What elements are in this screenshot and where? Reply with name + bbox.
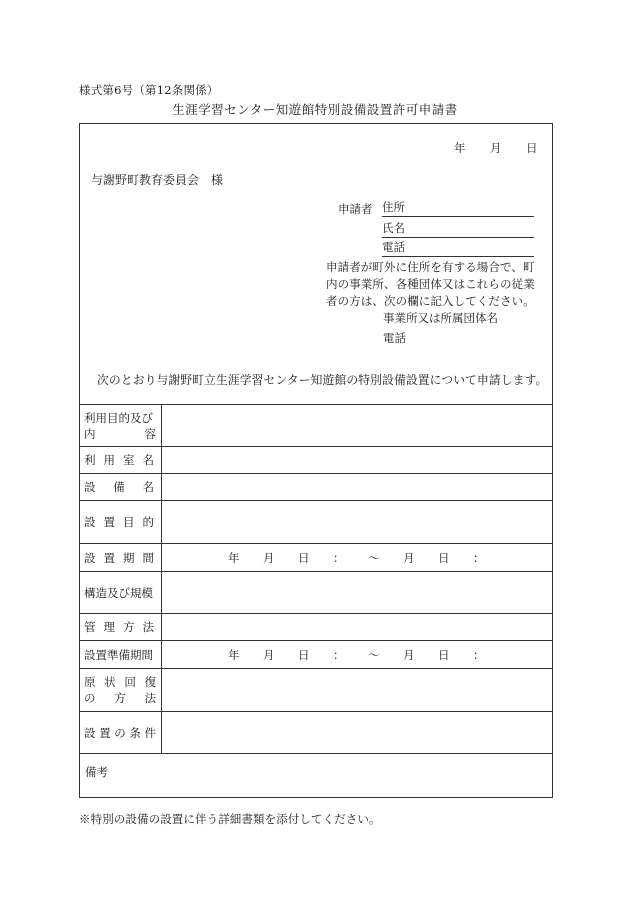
ip-day: 日: [298, 550, 310, 565]
applicant-name-field[interactable]: [382, 220, 534, 238]
prep-period-fields[interactable]: [162, 641, 552, 668]
ipurpose-c1: 設: [84, 515, 96, 529]
date-month: 月: [490, 141, 502, 155]
pp-tilde: ～: [368, 647, 380, 662]
row-purpose-label: [80, 405, 162, 446]
ipurpose-c4: 的: [142, 515, 154, 529]
footnote: ※特別の設備の設置に伴う詳細書類を添付してください。: [79, 812, 381, 826]
pp-month: 月: [263, 647, 275, 662]
applicant-address-field[interactable]: [382, 199, 534, 217]
cond-c3: の: [114, 725, 126, 740]
ip-year: 年: [228, 550, 240, 565]
pp-year: 年: [228, 647, 240, 662]
row-installation-purpose[interactable]: [80, 500, 552, 543]
rest-c5: の: [84, 691, 96, 705]
date-year: 年: [454, 141, 466, 155]
name-label: 氏名: [382, 221, 405, 235]
form-title: 生涯学習センター知遊館特別設備設置許可申請書: [172, 102, 458, 117]
applicant-phone-field[interactable]: [382, 239, 534, 257]
mgmt-c4: 法: [142, 620, 154, 634]
addressee: 与謝野町教育委員会 様: [91, 173, 224, 187]
mgmt-c1: 管: [84, 620, 96, 634]
rest-c2: 状: [104, 675, 116, 689]
equip-c3: 名: [142, 480, 154, 494]
cond-c2: 置: [99, 725, 111, 740]
rest-c6: 方: [114, 691, 126, 705]
row-management-label: [80, 614, 162, 640]
room-c4: 名: [142, 453, 154, 467]
organization-name-field[interactable]: 事業所又は所属団体名: [383, 311, 498, 325]
row-conditions-label: [80, 712, 162, 753]
purpose-line1: 利用目的及び: [84, 410, 153, 425]
address-label: 住所: [382, 200, 405, 214]
iperiod-c3: 期: [123, 550, 135, 565]
room-c3: 室: [123, 453, 135, 467]
row-prep-period-label: 設置準備期間: [80, 641, 162, 668]
applicant-label: 申請者: [338, 202, 373, 216]
date-day: 日: [526, 141, 538, 155]
pp-month2: 月: [403, 647, 415, 662]
row-installation-period-label: [80, 544, 162, 571]
ip-month: 月: [263, 550, 275, 565]
rest-c3: 回: [124, 675, 136, 689]
room-c1: 利: [84, 453, 96, 467]
rest-c1: 原: [84, 675, 96, 689]
cond-c1: 設: [84, 725, 96, 740]
cond-c4: 条: [129, 725, 141, 740]
application-statement: 次のとおり与謝野町立生涯学習センター知遊館の特別設備設置について申請します。: [97, 373, 548, 387]
row-conditions[interactable]: [80, 711, 552, 753]
pp-day: 日: [298, 647, 310, 662]
equip-c2: 備: [113, 480, 125, 494]
application-form: [79, 123, 553, 798]
cond-c5: 件: [144, 725, 156, 740]
applicant-note: 申請者が町外に住所を有する場合で、町内の事業所、各種団体又はこれらの従業者の方は、次の欄に記入してください。: [326, 260, 535, 308]
purpose-line2b: 容: [144, 426, 156, 441]
row-restoration[interactable]: [80, 668, 552, 711]
ip-month2: 月: [403, 550, 415, 565]
iperiod-c2: 置: [103, 550, 115, 565]
row-installation-period[interactable]: [80, 543, 552, 571]
row-equipment[interactable]: [80, 473, 552, 500]
ip-tilde: ～: [368, 550, 380, 565]
row-prep-period[interactable]: [80, 640, 552, 668]
row-purpose[interactable]: [80, 404, 552, 446]
remarks-label: 備考: [85, 765, 108, 779]
row-remarks[interactable]: [80, 753, 552, 797]
mgmt-c2: 理: [103, 620, 115, 634]
ipurpose-c2: 置: [103, 515, 115, 529]
ip-colon: ：: [333, 550, 345, 565]
ip-colon2: ：: [473, 550, 485, 565]
row-structure[interactable]: [80, 571, 552, 613]
ipurpose-c3: 目: [123, 515, 135, 529]
pp-day2: 日: [438, 647, 450, 662]
row-management[interactable]: [80, 613, 552, 640]
row-room[interactable]: [80, 446, 552, 473]
rest-c7: 法: [144, 691, 156, 705]
ip-day2: 日: [438, 550, 450, 565]
room-c2: 用: [103, 453, 115, 467]
pp-colon2: ：: [473, 647, 485, 662]
row-restoration-label: [80, 669, 162, 711]
phone-label: 電話: [382, 240, 405, 254]
purpose-line2a: 内: [84, 426, 96, 441]
installation-period-fields[interactable]: [162, 544, 552, 571]
mgmt-c3: 方: [123, 620, 135, 634]
row-installation-purpose-label: [80, 501, 162, 543]
equip-c1: 設: [84, 480, 96, 494]
row-structure-label: 構造及び規模: [80, 572, 162, 613]
organization-phone-field[interactable]: 電話: [383, 331, 406, 345]
form-number: 様式第6号（第12条関係）: [79, 83, 219, 97]
iperiod-c4: 間: [142, 550, 154, 565]
iperiod-c1: 設: [84, 550, 96, 565]
row-room-label: [80, 447, 162, 473]
pp-colon: ：: [333, 647, 345, 662]
row-equipment-label: [80, 474, 162, 500]
rest-c4: 復: [144, 675, 156, 689]
